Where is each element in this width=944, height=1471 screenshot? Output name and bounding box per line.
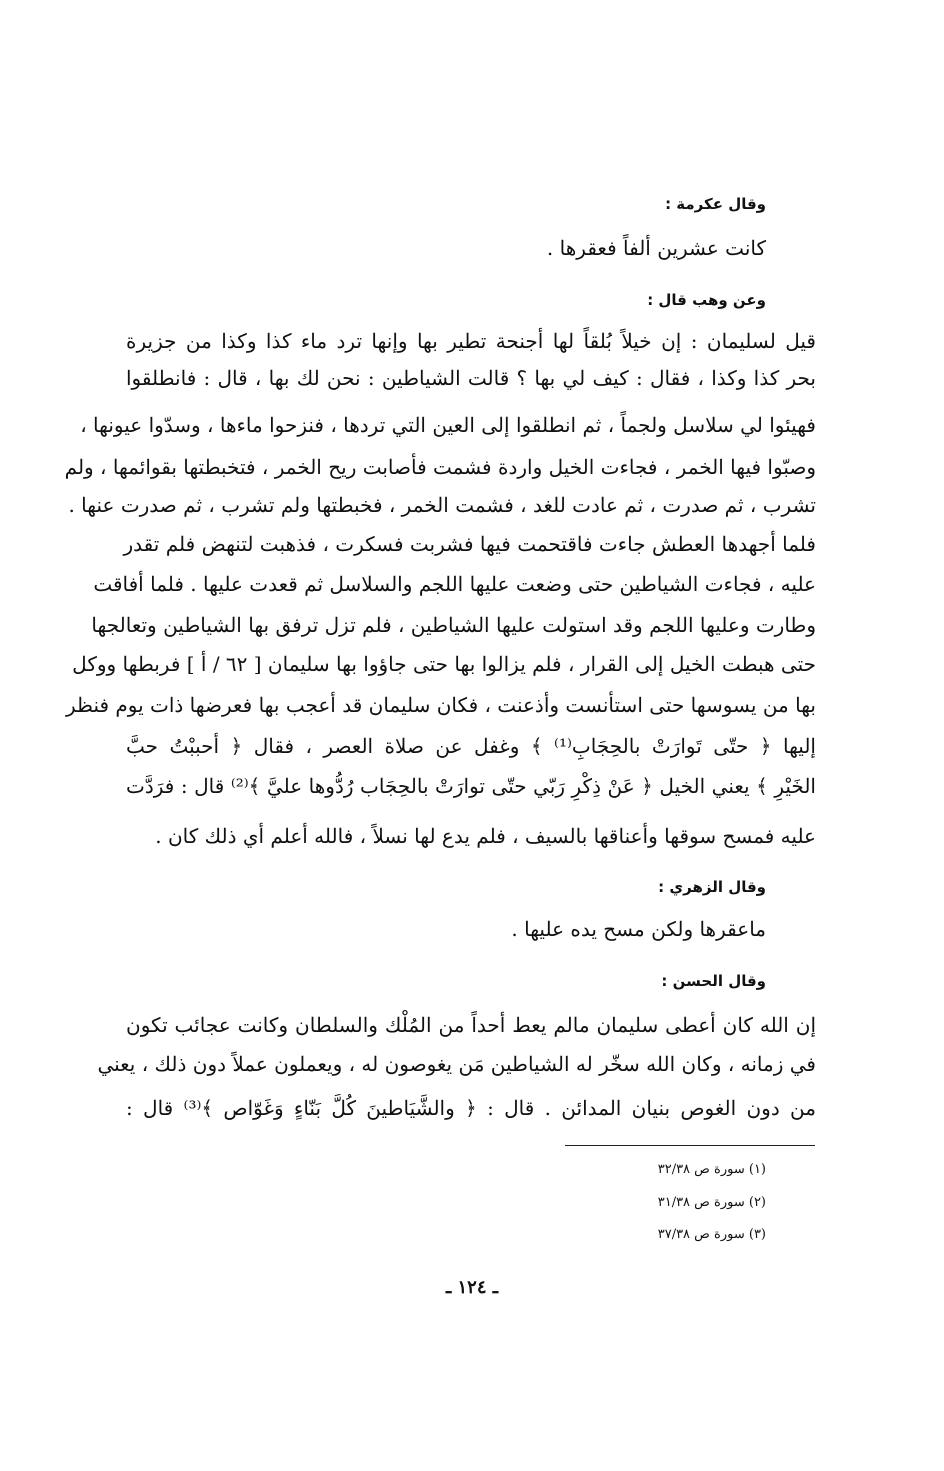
footnote-separator (565, 1145, 815, 1146)
text-line: وصبّوا فيها الخمر ، فجاءت الخيل واردة فشمت فأصابت ريح الخمر ، فتخبطتها بقوائمها ، ولم (64, 455, 816, 479)
section-heading-wahb: وعن وهب قال : (647, 291, 766, 309)
text-line: فهيئوا لي سلاسل ولجماً ، ثم انطلقوا إلى العين التي تردها ، فنزحوا ماءها ، وسدّوا عيونها ، (80, 413, 816, 437)
text-line: بحر كذا وكذا ، فقال : كيف لي بها ؟ قالت الشياطين : نحن لك بها ، قال : فانطلقوا (126, 366, 816, 390)
page-number: ـ ١٢٤ ـ (445, 1277, 499, 1298)
text-line: بها من يسوسها حتى استأنست وأذعنت ، فكان سليمان قد أعجب بها فعرضها ذات يوم فنظر (66, 693, 816, 717)
text-line: فلما أجهدها العطش جاءت فاقتحمت فيها فشربت فسكرت ، فذهبت لتنهض فلم تقدر (123, 532, 816, 556)
text-line: وطارت وعليها اللجم وقد استولت عليها الشياطين ، فلم تزل ترفق بها الشياطين وتعالجها (91, 613, 816, 637)
section-heading-zuhri: وقال الزهري : (658, 878, 766, 896)
text-line: قيل لسليمان : إن خيلاً بُلقاً لها أجنحة تطير بها وإنها ترد ماء كذا وكذا من جزيرة (126, 329, 816, 353)
text-line: تشرب ، ثم صدرت ، ثم عادت للغد ، فشمت الخمر ، فخبطتها ولم تشرب ، ثم صدرت عنها . (68, 493, 816, 517)
footnote-3: (٣) سورة ص ٣٧/٣٨ (657, 1227, 766, 1242)
text-line: من دون الغوص بنيان المدائن . قال : ﴿ والشَّيَاطينَ كُلَّ بَنّاءٍ وَغَوّاص ﴾⁽³⁾ قال : (126, 1096, 816, 1120)
footnote-2: (٢) سورة ص ٣١/٣٨ (657, 1195, 766, 1210)
text-line: إليها ﴿ حتّى تَوارَتْ بالحِجَابِ⁽¹⁾ ﴾ وغفل عن صلاة العصر ، فقال ﴿ أحببْتُ حبَّ (126, 734, 816, 758)
text-line: عليه فمسح سوقها وأعناقها بالسيف ، فلم يدع لها نسلاً ، فالله أعلم أي ذلك كان . (155, 824, 816, 848)
section-heading-hasan: وقال الحسن : (661, 972, 766, 990)
text-line: في زمانه ، وكان الله سخّر له الشياطين مَن يغوصون له ، ويعملون عملاً دون ذلك ، يعني (97, 1052, 816, 1076)
paragraph-ikrima: كانت عشرين ألفاً فعقرها . (546, 236, 766, 260)
section-heading-ikrima: وقال عكرمة : (665, 195, 766, 213)
paragraph-zuhri: ماعقرها ولكن مسح يده عليها . (511, 917, 766, 941)
text-line: حتى هبطت الخيل إلى القرار ، فلم يزالوا بها حتى جاؤوا بها سليمان [ ٦٢ / أ ] فربطها ووكل (72, 652, 816, 676)
text-line: عليه ، فجاءت الشياطين حتى وضعت عليها اللجم والسلاسل ثم قعدت عليها . فلما أفاقت (93, 572, 816, 596)
text-line: إن الله كان أعطى سليمان مالم يعط أحداً من المُلْك والسلطان وكانت عجائب تكون (126, 1013, 817, 1037)
text-line: الخَيْرِ ﴾ يعني الخيل ﴿ عَنْ ذِكْرِ رَبّي حتّى توارَتْ بالحِجَاب رُدُّوها عليَّ ﴾⁽²⁾ قال : فرَدَّت (126, 774, 816, 798)
footnote-1: (١) سورة ص ٣٢/٣٨ (657, 1162, 766, 1177)
